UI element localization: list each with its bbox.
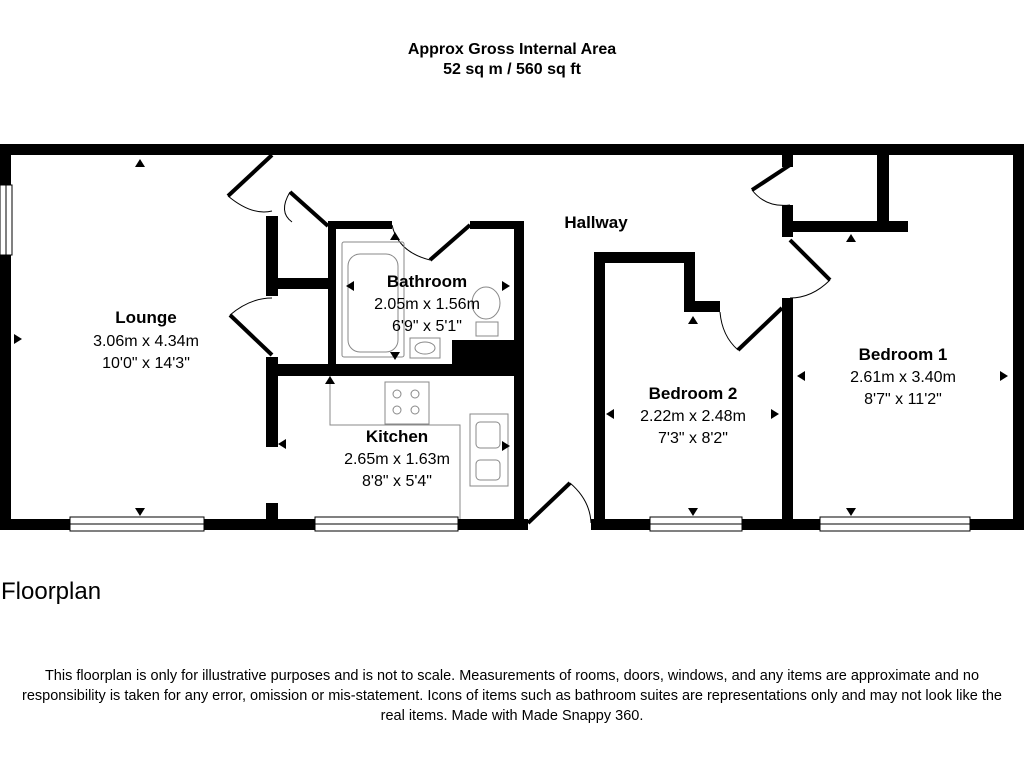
hob-icon: [385, 382, 429, 424]
bedroom1-metric: 2.61m x 3.40m: [850, 369, 956, 386]
bedroom1-imperial: 8'7" x 11'2": [864, 391, 942, 408]
bedroom2-metric: 2.22m x 2.48m: [640, 408, 746, 425]
bedroom2-imperial: 7'3" x 8'2": [658, 430, 728, 447]
kitchen-imperial: 8'8" x 5'4": [362, 473, 432, 490]
room-labels: [93, 213, 956, 490]
floorplan-caption: Floorplan: [1, 578, 102, 605]
area-title: Approx Gross Internal Area: [407, 41, 617, 58]
bathroom-imperial: 6'9" x 5'1": [392, 318, 462, 335]
bathroom-metric: 2.05m x 1.56m: [374, 296, 480, 313]
area-value: 52 sq m / 560 sq ft: [443, 61, 581, 78]
lounge-imperial: 10'0" x 14'3": [102, 355, 190, 372]
hallway-name: Hallway: [564, 213, 628, 232]
bathroom-name: Bathroom: [386, 272, 468, 291]
bedroom2-name: Bedroom 2: [648, 384, 738, 403]
kitchen-metric: 2.65m x 1.63m: [344, 451, 450, 468]
kitchen-name: Kitchen: [365, 427, 429, 446]
disclaimer-text: This floorplan is only for illustrative purposes and is not to scale. Measurements of rooms, doors, windows, and any items are approximate and no responsibility is taken for any error, omission or mis-statement. Icons of items such as bathroom suites are representations only and may not look like the real items. Made with Made Snappy 360.: [21, 668, 1002, 724]
doors: [228, 155, 830, 523]
bedroom1-name: Bedroom 1: [858, 345, 948, 364]
lounge-name: Lounge: [115, 308, 177, 327]
lounge-metric: 3.06m x 4.34m: [93, 333, 199, 350]
